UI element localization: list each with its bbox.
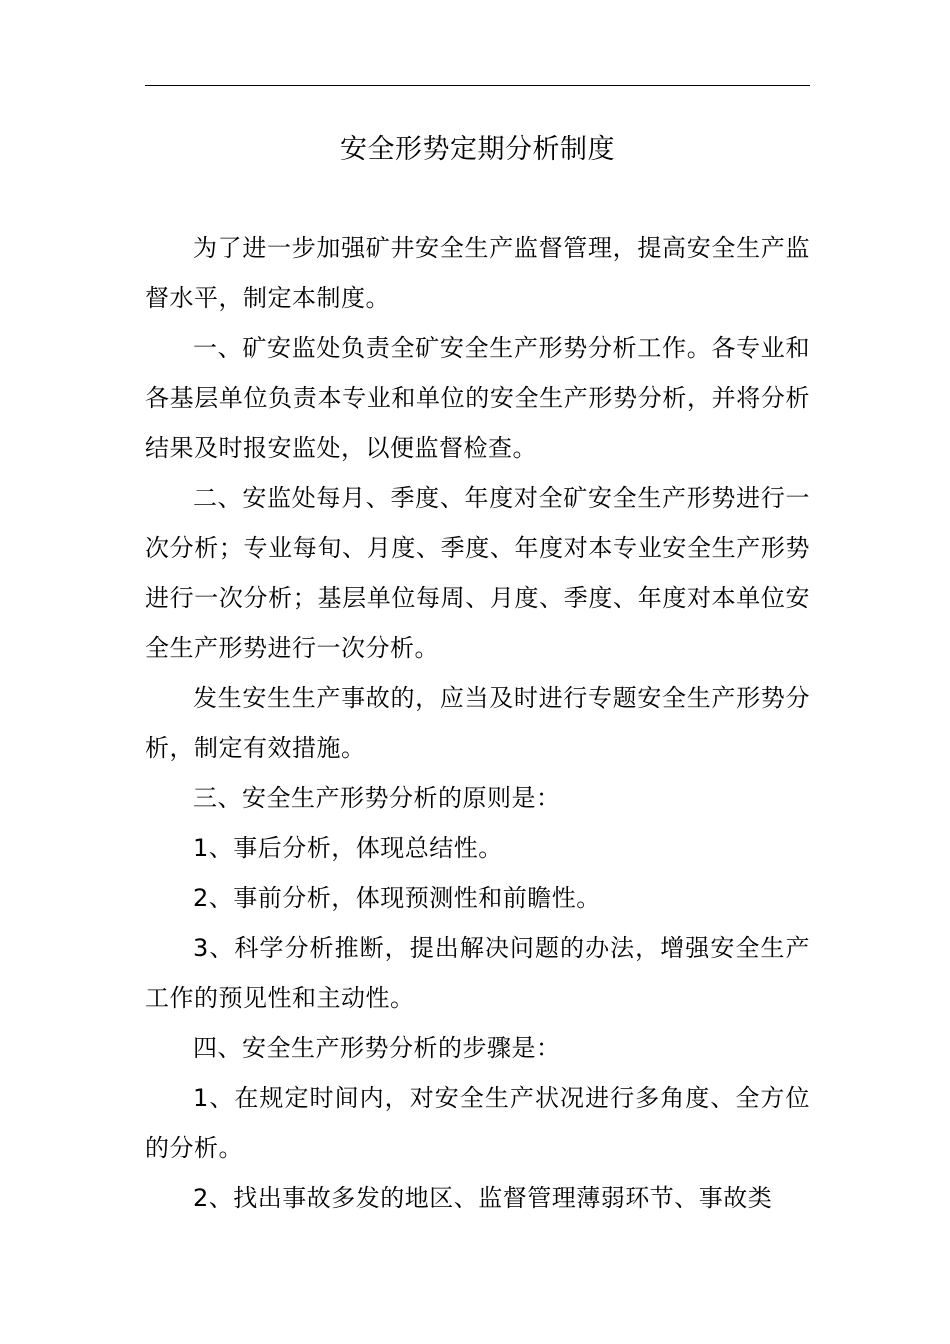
paragraph-section-3-heading: 三、安全生产形势分析的原则是： <box>193 784 561 812</box>
paragraph-section-1: 一、矿安监处负责全矿安全生产形势分析工作。各专业和各基层单位负责本专业和单位的安全生产形势分析，并将分析结果及时报安监处，以便监督检查。 <box>145 334 810 462</box>
paragraph-section-4-heading: 四、安全生产形势分析的步骤是： <box>193 1034 561 1062</box>
paragraph-intro: 为了进一步加强矿井安全生产监督管理，提高安全生产监督水平，制定本制度。 <box>145 234 810 312</box>
paragraph-step-1: 1、在规定时间内，对安全生产状况进行多角度、全方位的分析。 <box>145 1084 810 1162</box>
paragraph-principle-3: 3、科学分析推断，提出解决问题的办法，增强安全生产工作的预见性和主动性。 <box>145 934 810 1012</box>
document-title: 安全形势定期分析制度 <box>340 134 615 165</box>
document-body <box>145 223 810 1223</box>
paragraph-principle-1: 1、事后分析，体现总结性。 <box>193 834 503 862</box>
paragraph-principle-2: 2、事前分析，体现预测性和前瞻性。 <box>193 884 601 912</box>
paragraph-accident-analysis: 发生安生生产事故的，应当及时进行专题安全生产形势分析，制定有效措施。 <box>145 684 810 762</box>
paragraph-step-2: 2、找出事故多发的地区、监督管理薄弱环节、事故类 <box>193 1184 773 1212</box>
paragraph-section-2: 二、安监处每月、季度、年度对全矿安全生产形势进行一次分析；专业每旬、月度、季度、年度对本专业安全生产形势进行一次分析；基层单位每周、月度、季度、年度对本单位安全生产形势进行一次分析。 <box>145 484 810 662</box>
header-rule <box>145 85 810 86</box>
